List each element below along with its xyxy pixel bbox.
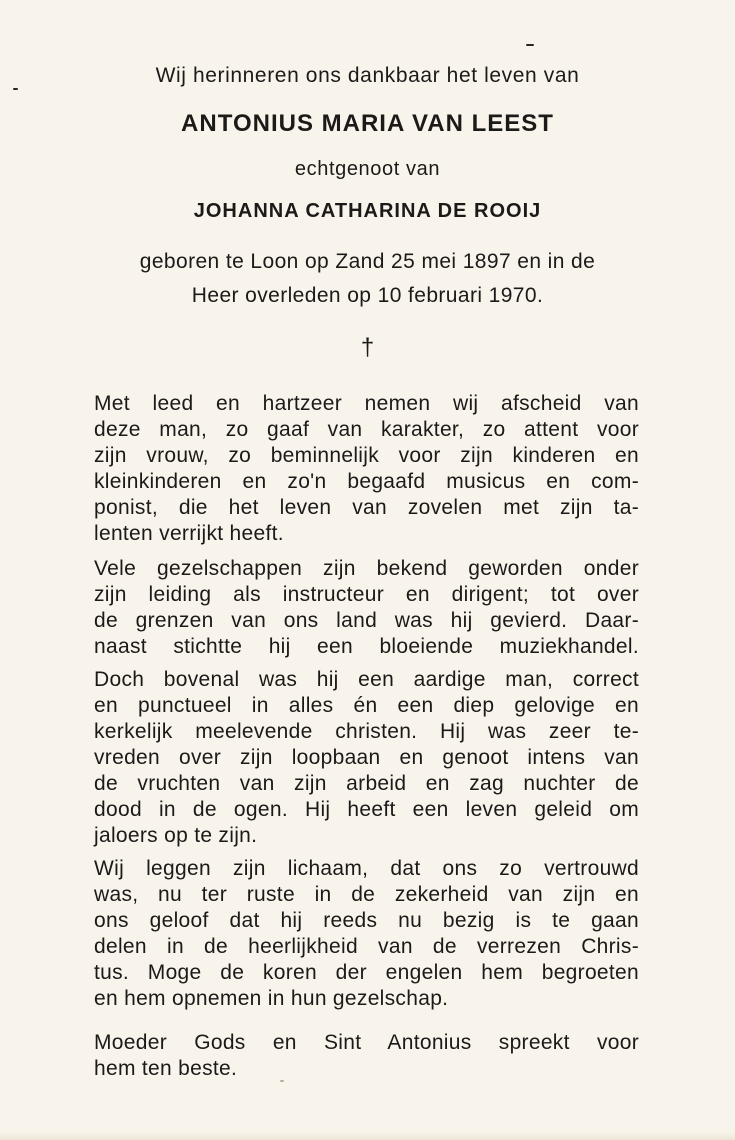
text-line: vreden over zijn loopbaan en genoot intens van [94,746,639,769]
ink-speck [13,88,18,90]
ink-speck [526,44,534,46]
text-line: deze man, zo gaaf van karakter, zo attent voor [94,418,639,441]
cross-icon: † [360,334,375,361]
text-line: delen in de heerlijkheid van de verrezen Chris- [94,935,639,958]
text-line: de grenzen van ons land was hij gevierd. Daar- [94,609,639,632]
birth-line: geboren te Loon op Zand 25 mei 1897 en in de [139,250,596,273]
deceased-name: ANTONIUS MARIA VAN LEEST [181,110,554,137]
text-line: tus. Moge de koren der engelen hem begroeten [94,961,639,984]
text-line: ons geloof dat hij reeds nu bezig is te gaan [94,909,639,932]
text-line: Met leed en hartzeer nemen wij afscheid van [94,392,639,415]
paragraph-farewell [94,391,639,547]
text-line: Wij leggen zijn lichaam, dat ons zo vertrouwd [94,857,639,880]
text-line: was, nu ter ruste in de zekerheid van zijn en [94,883,639,906]
text-line: Vele gezelschappen zijn bekend geworden onder [94,557,639,580]
text-line: jaloers op te zijn. [94,824,258,847]
text-line: naast stichtte hij een bloeiende muziekhandel. [94,635,639,658]
text-line: zijn vrouw, zo beminnelijk voor zijn kinderen en [94,444,639,467]
intro-line: Wij herinneren ons dankbaar het leven van [155,64,580,87]
text-line: de vruchten van zijn arbeid en zag nuchter de [94,772,639,795]
spouse-label: echtgenoot van [294,158,441,180]
text-line: kerkelijk meelevende christen. Hij was zeer te- [94,720,639,743]
text-line: lenten verrijkt heeft. [94,522,284,545]
paragraph-character [94,667,639,849]
spouse-name: JOHANNA CATHARINA DE ROOIJ [193,200,542,222]
text-line: hem ten beste. [94,1057,238,1080]
paragraph-rest [94,856,639,1012]
text-line: kleinkinderen en zo'n begaafd musicus en com- [94,470,639,493]
text-line: en punctueel in alles én een diep gelovige en [94,694,639,717]
text-line: en hem opnemen in hun gezelschap. [94,987,449,1010]
text-line: Doch bovenal was hij een aardige man, correct [94,668,639,691]
text-line: ponist, die het leven van zovelen met zijn ta- [94,496,639,519]
text-line: zijn leiding als instructeur en dirigent; tot over [94,583,639,606]
death-line: Heer overleden op 10 februari 1970. [191,284,544,307]
paragraph-career [94,556,639,660]
text-line: dood in de ogen. Hij heeft een leven geleid om [94,798,639,821]
card-edge [0,1132,735,1140]
paragraph-prayer [94,1030,639,1082]
text-line: Moeder Gods en Sint Antonius spreekt voor [94,1031,639,1054]
